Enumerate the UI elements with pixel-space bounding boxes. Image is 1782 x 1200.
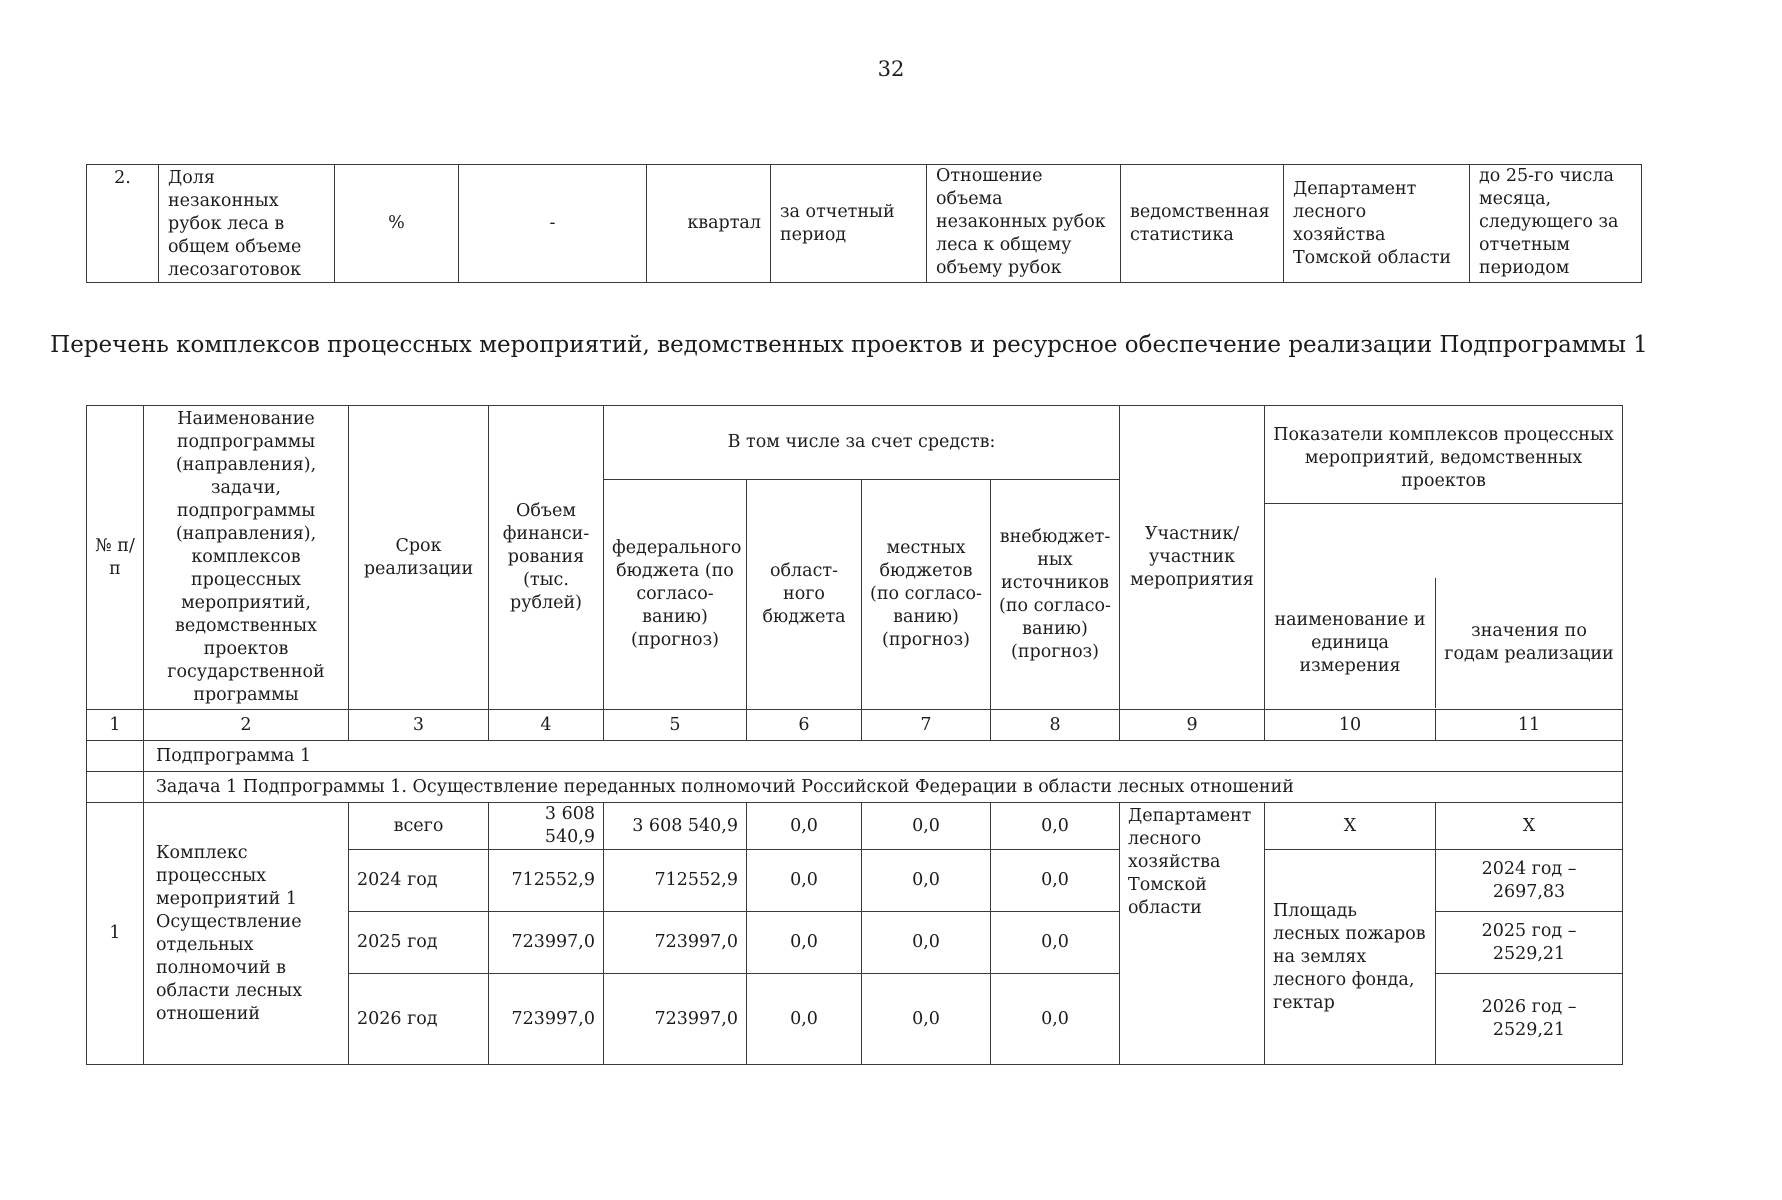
- row-number: 2.: [87, 165, 159, 283]
- header-local: местных бюджетов (по согласо-ванию) (прогноз): [862, 480, 991, 710]
- volume-cell: 723997,0: [489, 974, 604, 1065]
- indicator-method: Отношение объема незаконных рубок леса к общему объему рубок: [927, 165, 1121, 283]
- extra-cell: 0,0: [991, 974, 1120, 1065]
- regional-cell: 0,0: [747, 974, 862, 1065]
- indicator-period: за отчетный период: [771, 165, 927, 283]
- col-number: 6: [747, 710, 862, 741]
- indicator-responsible: Департамент лесного хозяйства Томской области: [1284, 165, 1470, 283]
- header-name: Наименование подпрограммы (направления), задачи, подпрограммы (направления), комплексов процессных мероприятий, ведомственных проектов государственной программы: [144, 406, 349, 710]
- federal-cell: 723997,0: [604, 974, 747, 1065]
- term-cell: 2025 год: [349, 912, 489, 974]
- participant-cell: Департамент лесного хозяйства Томской области: [1120, 803, 1265, 1065]
- header-num: № п/п: [87, 406, 144, 710]
- complex-number: 1: [87, 803, 144, 1065]
- col-number: 4: [489, 710, 604, 741]
- regional-cell: 0,0: [747, 803, 862, 850]
- col-number: 3: [349, 710, 489, 741]
- header-volume: Объем финанси-рования (тыс. рублей): [489, 406, 604, 710]
- section-title: Перечень комплексов процессных мероприятий, ведомственных проектов и ресурсное обеспечение реализации Подпрограммы 1: [50, 332, 1648, 358]
- column-number-row: [87, 710, 1623, 741]
- extra-cell: 0,0: [991, 850, 1120, 912]
- local-cell: 0,0: [862, 974, 991, 1065]
- col-number: 7: [862, 710, 991, 741]
- federal-cell: 3 608 540,9: [604, 803, 747, 850]
- regional-cell: 0,0: [747, 850, 862, 912]
- indicator-table: [86, 164, 1642, 283]
- subprogram-row: [87, 741, 1623, 772]
- header-term: Срок реализации: [349, 406, 489, 710]
- col-number: 10: [1265, 710, 1436, 741]
- term-cell: 2026 год: [349, 974, 489, 1065]
- complex-row-total: [87, 803, 1623, 850]
- header-including: В том числе за счет средств:: [604, 406, 1120, 480]
- volume-cell: 723997,0: [489, 912, 604, 974]
- header-regional: област-ного бюджета: [747, 480, 862, 710]
- indicator-row: [87, 165, 1642, 283]
- header-participant: Участник/ участник мероприятия: [1120, 406, 1265, 710]
- volume-cell: 3 608 540,9: [489, 803, 604, 850]
- task-label: Задача 1 Подпрограммы 1. Осуществление переданных полномочий Российской Федерации в области лесных отношений: [144, 772, 1623, 803]
- federal-cell: 723997,0: [604, 912, 747, 974]
- indicator-name-cell: Площадь лесных пожаров на землях лесного фонда, гектар: [1265, 850, 1436, 1065]
- col-number: 9: [1120, 710, 1265, 741]
- regional-cell: 0,0: [747, 912, 862, 974]
- indicator-value-total: X: [1436, 803, 1623, 850]
- indicator-source: ведомственная статистика: [1121, 165, 1284, 283]
- col-number: 8: [991, 710, 1120, 741]
- task-row: [87, 772, 1623, 803]
- header-extra: внебюджет-ных источников (по согласо-ванию) (прогноз): [991, 480, 1120, 710]
- volume-cell: 712552,9: [489, 850, 604, 912]
- indicator-name-total: X: [1265, 803, 1436, 850]
- col-number: 2: [144, 710, 349, 741]
- empty-cell: [87, 772, 144, 803]
- resource-table: [86, 405, 1623, 1065]
- local-cell: 0,0: [862, 850, 991, 912]
- local-cell: 0,0: [862, 912, 991, 974]
- header-federal: федерального бюджета (по согласо-ванию) (прогноз): [604, 480, 747, 710]
- indicator-value-cell: 2025 год – 2529,21: [1436, 912, 1623, 974]
- col-number: 11: [1436, 710, 1623, 741]
- empty-cell: [87, 741, 144, 772]
- indicator-periodicity: квартал: [647, 165, 771, 283]
- subprogram-label: Подпрограмма 1: [144, 741, 1623, 772]
- local-cell: 0,0: [862, 803, 991, 850]
- page-number: 32: [877, 57, 905, 81]
- term-cell: всего: [349, 803, 489, 850]
- complex-name: Комплекс процессных мероприятий 1 Осуществление отдельных полномочий в области лесных отношений: [144, 803, 349, 1065]
- indicator-name: Доля незаконных рубок леса в общем объеме лесозаготовок: [159, 165, 335, 283]
- indicator-unit: %: [335, 165, 459, 283]
- header-indicators: Показатели комплексов процессных мероприятий, ведомственных проектов: [1265, 406, 1622, 504]
- indicator-deadline: до 25-го числа месяца, следующего за отчетным периодом: [1470, 165, 1642, 283]
- header-indicators-group: [1265, 425, 1623, 710]
- header-indicators-sub: [1265, 578, 1622, 708]
- indicator-value-cell: 2026 год – 2529,21: [1436, 974, 1623, 1065]
- col-number: 5: [604, 710, 747, 741]
- header-indicator-name: наименование и единица измерения: [1265, 578, 1436, 708]
- term-cell: 2024 год: [349, 850, 489, 912]
- extra-cell: 0,0: [991, 912, 1120, 974]
- extra-cell: 0,0: [991, 803, 1120, 850]
- indicator-basic-value: -: [459, 165, 647, 283]
- indicator-value-cell: 2024 год – 2697,83: [1436, 850, 1623, 912]
- col-number: 1: [87, 710, 144, 741]
- header-indicator-values: значения по годам реализации: [1444, 621, 1614, 665]
- federal-cell: 712552,9: [604, 850, 747, 912]
